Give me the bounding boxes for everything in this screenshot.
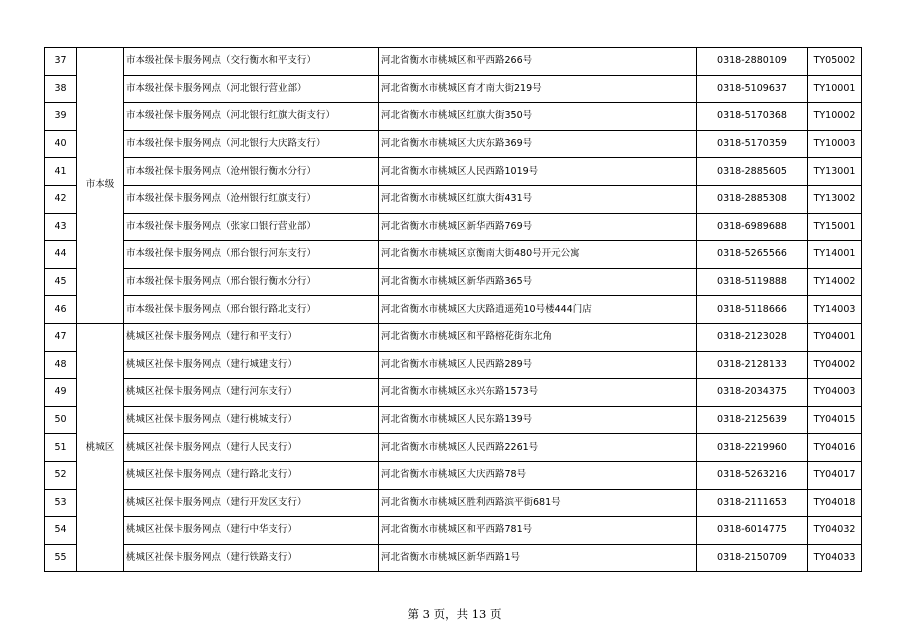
- service-point-code: TY15001: [808, 213, 862, 241]
- service-point-code: TY04015: [808, 406, 862, 434]
- row-number: 50: [45, 406, 77, 434]
- table-row: [45, 158, 862, 186]
- service-point-name: 桃城区社保卡服务网点（建行城建支行）: [124, 351, 379, 379]
- row-number: 42: [45, 185, 77, 213]
- service-point-address: 河北省衡水市桃城区和平西路781号: [379, 517, 697, 545]
- service-point-address: 河北省衡水市桃城区人民西路289号: [379, 351, 697, 379]
- service-point-name: 桃城区社保卡服务网点（建行和平支行）: [124, 323, 379, 351]
- service-point-name: 市本级社保卡服务网点（交行衡水和平支行）: [124, 48, 379, 76]
- row-number: 37: [45, 48, 77, 76]
- row-number: 38: [45, 75, 77, 103]
- service-point-phone: 0318-2219960: [697, 434, 808, 462]
- service-point-code: TY04018: [808, 489, 862, 517]
- service-point-name: 桃城区社保卡服务网点（建行人民支行）: [124, 434, 379, 462]
- service-point-code: TY04032: [808, 517, 862, 545]
- service-point-address: 河北省衡水市桃城区大庆东路369号: [379, 130, 697, 158]
- service-point-code: TY10001: [808, 75, 862, 103]
- service-point-name: 市本级社保卡服务网点（河北银行营业部）: [124, 75, 379, 103]
- service-point-name: 桃城区社保卡服务网点（建行路北支行）: [124, 461, 379, 489]
- service-point-address: 河北省衡水市桃城区红旗大街350号: [379, 103, 697, 131]
- table-row: [45, 489, 862, 517]
- service-point-address: 河北省衡水市桃城区新华西路1号: [379, 544, 697, 572]
- service-point-code: TY10003: [808, 130, 862, 158]
- service-point-address: 河北省衡水市桃城区京衡南大街480号开元公寓: [379, 241, 697, 269]
- service-point-name: 桃城区社保卡服务网点（建行桃城支行）: [124, 406, 379, 434]
- row-number: 47: [45, 323, 77, 351]
- row-number: 53: [45, 489, 77, 517]
- service-point-name: 市本级社保卡服务网点（邢台银行路北支行）: [124, 296, 379, 324]
- service-point-phone: 0318-5265566: [697, 241, 808, 269]
- region-cell: 市本级: [77, 48, 124, 324]
- service-point-code: TY04017: [808, 461, 862, 489]
- row-number: 43: [45, 213, 77, 241]
- service-point-phone: 0318-2885308: [697, 185, 808, 213]
- row-number: 49: [45, 379, 77, 407]
- page-footer: 第 3 页，共 13 页: [407, 607, 502, 621]
- table-row: [45, 296, 862, 324]
- table-row: [45, 379, 862, 407]
- service-point-phone: 0318-2123028: [697, 323, 808, 351]
- row-number: 54: [45, 517, 77, 545]
- service-point-address: 河北省衡水市桃城区新华西路769号: [379, 213, 697, 241]
- service-point-phone: 0318-2034375: [697, 379, 808, 407]
- row-number: 44: [45, 241, 77, 269]
- row-number: 45: [45, 268, 77, 296]
- table-row: [45, 406, 862, 434]
- region-cell: 桃城区: [77, 323, 124, 571]
- service-point-code: TY14002: [808, 268, 862, 296]
- service-point-code: TY13001: [808, 158, 862, 186]
- service-point-code: TY05002: [808, 48, 862, 76]
- service-point-name: 市本级社保卡服务网点（张家口银行营业部）: [124, 213, 379, 241]
- service-point-phone: 0318-2150709: [697, 544, 808, 572]
- table-row: [45, 323, 862, 351]
- service-point-phone: 0318-6989688: [697, 213, 808, 241]
- table-row: [45, 213, 862, 241]
- service-point-address: 河北省衡水市桃城区人民西路2261号: [379, 434, 697, 462]
- service-point-code: TY14003: [808, 296, 862, 324]
- service-point-phone: 0318-6014775: [697, 517, 808, 545]
- service-point-code: TY04002: [808, 351, 862, 379]
- service-point-address: 河北省衡水市桃城区和平西路266号: [379, 48, 697, 76]
- service-point-code: TY10002: [808, 103, 862, 131]
- table-row: [45, 517, 862, 545]
- service-point-code: TY13002: [808, 185, 862, 213]
- row-number: 48: [45, 351, 77, 379]
- service-point-phone: 0318-5170359: [697, 130, 808, 158]
- row-number: 41: [45, 158, 77, 186]
- service-point-name: 桃城区社保卡服务网点（建行铁路支行）: [124, 544, 379, 572]
- service-point-table: [44, 47, 862, 572]
- table-row: [45, 103, 862, 131]
- service-point-name: 桃城区社保卡服务网点（建行开发区支行）: [124, 489, 379, 517]
- service-point-code: TY04001: [808, 323, 862, 351]
- table-row: [45, 544, 862, 572]
- service-point-name: 市本级社保卡服务网点（邢台银行河东支行）: [124, 241, 379, 269]
- service-point-phone: 0318-5263216: [697, 461, 808, 489]
- table-row: [45, 75, 862, 103]
- row-number: 51: [45, 434, 77, 462]
- service-point-code: TY04003: [808, 379, 862, 407]
- service-point-phone: 0318-2111653: [697, 489, 808, 517]
- table-row: [45, 48, 862, 76]
- service-point-address: 河北省衡水市桃城区人民东路139号: [379, 406, 697, 434]
- row-number: 52: [45, 461, 77, 489]
- service-point-name: 市本级社保卡服务网点（邢台银行衡水分行）: [124, 268, 379, 296]
- row-number: 39: [45, 103, 77, 131]
- service-point-phone: 0318-5170368: [697, 103, 808, 131]
- service-point-address: 河北省衡水市桃城区和平路榕花街东北角: [379, 323, 697, 351]
- table-row: [45, 461, 862, 489]
- service-point-name: 市本级社保卡服务网点（河北银行大庆路支行）: [124, 130, 379, 158]
- service-point-name: 市本级社保卡服务网点（沧州银行红旗支行）: [124, 185, 379, 213]
- service-point-phone: 0318-2880109: [697, 48, 808, 76]
- table-row: [45, 185, 862, 213]
- service-point-address: 河北省衡水市桃城区永兴东路1573号: [379, 379, 697, 407]
- service-point-address: 河北省衡水市桃城区新华西路365号: [379, 268, 697, 296]
- table-row: [45, 241, 862, 269]
- row-number: 40: [45, 130, 77, 158]
- service-point-name: 市本级社保卡服务网点（沧州银行衡水分行）: [124, 158, 379, 186]
- table-row: [45, 351, 862, 379]
- service-point-code: TY04016: [808, 434, 862, 462]
- table-row: [45, 268, 862, 296]
- row-number: 55: [45, 544, 77, 572]
- table-row: [45, 434, 862, 462]
- service-point-code: TY04033: [808, 544, 862, 572]
- service-point-phone: 0318-5118666: [697, 296, 808, 324]
- table-row: [45, 130, 862, 158]
- table-body: [45, 48, 862, 572]
- service-point-address: 河北省衡水市桃城区大庆路逍遥苑10号楼444门店: [379, 296, 697, 324]
- service-point-phone: 0318-5119888: [697, 268, 808, 296]
- service-point-name: 桃城区社保卡服务网点（建行河东支行）: [124, 379, 379, 407]
- service-point-name: 桃城区社保卡服务网点（建行中华支行）: [124, 517, 379, 545]
- service-point-address: 河北省衡水市桃城区红旗大街431号: [379, 185, 697, 213]
- service-point-phone: 0318-2885605: [697, 158, 808, 186]
- service-point-address: 河北省衡水市桃城区大庆西路78号: [379, 461, 697, 489]
- service-point-phone: 0318-2125639: [697, 406, 808, 434]
- service-point-address: 河北省衡水市桃城区人民西路1019号: [379, 158, 697, 186]
- row-number: 46: [45, 296, 77, 324]
- service-point-name: 市本级社保卡服务网点（河北银行红旗大街支行）: [124, 103, 379, 131]
- service-point-address: 河北省衡水市桃城区育才南大街219号: [379, 75, 697, 103]
- service-point-phone: 0318-2128133: [697, 351, 808, 379]
- service-point-phone: 0318-5109637: [697, 75, 808, 103]
- service-point-address: 河北省衡水市桃城区胜利西路滨平街681号: [379, 489, 697, 517]
- service-point-code: TY14001: [808, 241, 862, 269]
